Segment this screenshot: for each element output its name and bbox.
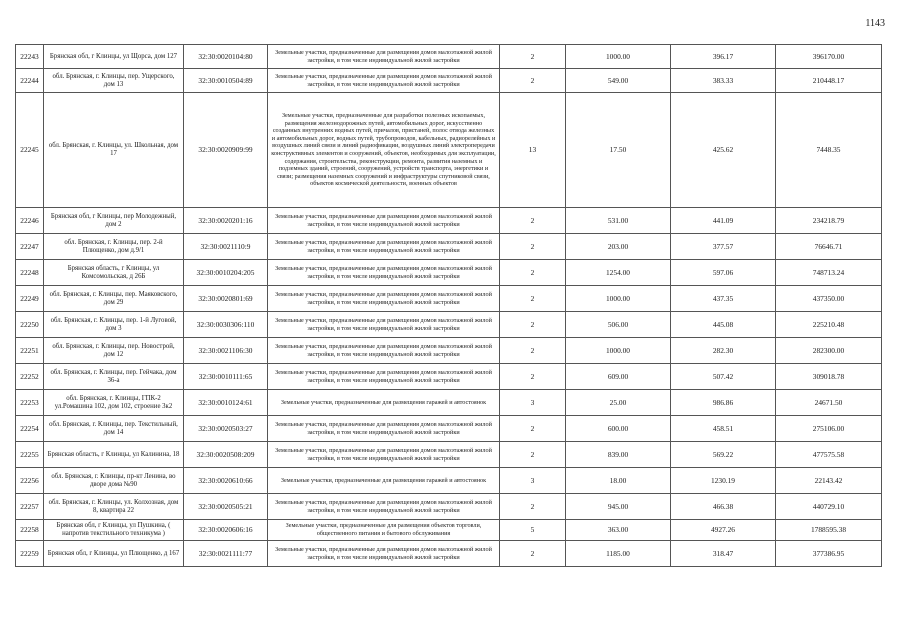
row-number: 22244	[16, 69, 44, 93]
cadastral-value-cell: 309018.78	[776, 364, 882, 390]
table-row	[16, 69, 882, 93]
use-group-cell: 3	[500, 468, 566, 494]
row-number: 22254	[16, 416, 44, 442]
address-cell: обл. Брянская, г. Клинцы, пер. Маяковского, дом 29	[44, 286, 184, 312]
row-number: 22247	[16, 234, 44, 260]
address-cell: Брянская область, г Клинцы, ул Комсомольская, д 26Б	[44, 260, 184, 286]
cadastral-number-cell: 32:30:0010204:205	[184, 260, 268, 286]
land-use-cell: Земельные участки, предназначенные для размещения домов малоэтажной жилой застройки, в том числе индивидуальной жилой застройки	[268, 416, 500, 442]
unit-value-cell: 445.08	[671, 312, 776, 338]
land-use-cell: Земельные участки, предназначенные для размещения домов малоэтажной жилой застройки, в том числе индивидуальной жилой застройки	[268, 286, 500, 312]
land-use-cell: Земельные участки, предназначенные для размещения домов малоэтажной жилой застройки, в том числе индивидуальной жилой застройки	[268, 208, 500, 234]
unit-value-cell: 597.06	[671, 260, 776, 286]
unit-value-cell: 986.86	[671, 390, 776, 416]
table-row	[16, 312, 882, 338]
address-cell: Брянская обл, г Клинцы, ул Щорса, дом 127	[44, 45, 184, 69]
row-number: 22252	[16, 364, 44, 390]
unit-value-cell: 282.30	[671, 338, 776, 364]
use-group-cell: 2	[500, 541, 566, 567]
use-group-cell: 2	[500, 442, 566, 468]
land-use-cell: Земельные участки, предназначенные для размещения домов малоэтажной жилой застройки, в том числе индивидуальной жилой застройки	[268, 338, 500, 364]
row-number: 22253	[16, 390, 44, 416]
row-number: 22250	[16, 312, 44, 338]
address-cell: обл. Брянская, г. Клинцы, ул. Колхозная, дом 8, квартира 22	[44, 494, 184, 520]
cadastral-value-cell: 76646.71	[776, 234, 882, 260]
cadastral-number-cell: 32:30:0021110:9	[184, 234, 268, 260]
land-use-cell: Земельные участки, предназначенные для размещения домов малоэтажной жилой застройки, в том числе индивидуальной жилой застройки	[268, 312, 500, 338]
unit-value-cell: 569.22	[671, 442, 776, 468]
land-use-cell: Земельные участки, предназначенные для размещения гаражей и автостоянок	[268, 468, 500, 494]
area-cell: 17.50	[566, 93, 671, 208]
area-cell: 25.00	[566, 390, 671, 416]
address-cell: обл. Брянская, г. Клинцы, пр-кт Ленина, во дворе дома №90	[44, 468, 184, 494]
table-row	[16, 208, 882, 234]
land-use-cell: Земельные участки, предназначенные для размещения гаражей и автостоянок	[268, 390, 500, 416]
area-cell: 363.00	[566, 520, 671, 541]
cadastral-number-cell: 32:30:0020801:69	[184, 286, 268, 312]
unit-value-cell: 4927.26	[671, 520, 776, 541]
unit-value-cell: 437.35	[671, 286, 776, 312]
use-group-cell: 2	[500, 69, 566, 93]
area-cell: 609.00	[566, 364, 671, 390]
use-group-cell: 5	[500, 520, 566, 541]
cadastral-number-cell: 32:30:0020508:209	[184, 442, 268, 468]
address-cell: обл. Брянская, г. Клинцы, пер. Текстильный, дом 14	[44, 416, 184, 442]
area-cell: 531.00	[566, 208, 671, 234]
land-use-cell: Земельные участки, предназначенные для размещения объектов торговли, общественного питания и бытового обслуживания	[268, 520, 500, 541]
address-cell: обл. Брянская, г. Клинцы, пер. Новострой, дом 12	[44, 338, 184, 364]
area-cell: 1185.00	[566, 541, 671, 567]
use-group-cell: 2	[500, 312, 566, 338]
cadastral-value-cell: 24671.50	[776, 390, 882, 416]
unit-value-cell: 458.51	[671, 416, 776, 442]
land-use-cell: Земельные участки, предназначенные для размещения домов малоэтажной жилой застройки, в том числе индивидуальной жилой застройки	[268, 442, 500, 468]
area-cell: 1000.00	[566, 45, 671, 69]
area-cell: 549.00	[566, 69, 671, 93]
cadastral-value-cell: 282300.00	[776, 338, 882, 364]
cadastral-value-cell: 396170.00	[776, 45, 882, 69]
area-cell: 203.00	[566, 234, 671, 260]
table-row	[16, 286, 882, 312]
land-use-cell: Земельные участки, предназначенные для размещения домов малоэтажной жилой застройки, в том числе индивидуальной жилой застройки	[268, 364, 500, 390]
use-group-cell: 2	[500, 364, 566, 390]
cadastral-number-cell: 32:30:0020505:21	[184, 494, 268, 520]
cadastral-value-cell: 210448.17	[776, 69, 882, 93]
cadastral-value-cell: 234218.79	[776, 208, 882, 234]
use-group-cell: 2	[500, 416, 566, 442]
address-cell: Брянская обл, г Клинцы, ул Плющенко, д 167	[44, 541, 184, 567]
area-cell: 1000.00	[566, 338, 671, 364]
row-number: 22245	[16, 93, 44, 208]
cadastral-number-cell: 32:30:0010111:65	[184, 364, 268, 390]
table-row	[16, 541, 882, 567]
use-group-cell: 2	[500, 286, 566, 312]
cadastral-value-cell: 1788595.38	[776, 520, 882, 541]
area-cell: 839.00	[566, 442, 671, 468]
address-cell: обл. Брянская, г. Клинцы, пер. 2-й Плющенко, дом д.9/1	[44, 234, 184, 260]
row-number: 22251	[16, 338, 44, 364]
cadastral-value-cell: 275106.00	[776, 416, 882, 442]
cadastral-value-cell: 225210.48	[776, 312, 882, 338]
row-number: 22255	[16, 442, 44, 468]
address-cell: обл. Брянская, г. Клинцы, пер. Ущерского, дом 13	[44, 69, 184, 93]
address-cell: обл. Брянская, г. Клинцы, пер. Гейчака, дом 36-а	[44, 364, 184, 390]
cadastral-number-cell: 32:30:0020606:16	[184, 520, 268, 541]
use-group-cell: 2	[500, 208, 566, 234]
cadastral-number-cell: 32:30:0010504:89	[184, 69, 268, 93]
cadastral-number-cell: 32:30:0020104:80	[184, 45, 268, 69]
address-cell: обл. Брянская, г. Клинцы, ГПК-2 ул.Ромашина 102, дом 102, строение 3к2	[44, 390, 184, 416]
unit-value-cell: 507.42	[671, 364, 776, 390]
area-cell: 18.00	[566, 468, 671, 494]
land-use-cell: Земельные участки, предназначенные для размещения домов малоэтажной жилой застройки, в том числе индивидуальной жилой застройки	[268, 260, 500, 286]
page-number: 1143	[865, 18, 885, 29]
cadastral-number-cell: 32:30:0020503:27	[184, 416, 268, 442]
unit-value-cell: 383.33	[671, 69, 776, 93]
row-number: 22257	[16, 494, 44, 520]
use-group-cell: 2	[500, 260, 566, 286]
use-group-cell: 13	[500, 93, 566, 208]
unit-value-cell: 425.62	[671, 93, 776, 208]
area-cell: 600.00	[566, 416, 671, 442]
area-cell: 1000.00	[566, 286, 671, 312]
unit-value-cell: 1230.19	[671, 468, 776, 494]
cadastral-value-cell: 440729.10	[776, 494, 882, 520]
address-cell: Брянская обл, г Клинцы, пер Молодежный, дом 2	[44, 208, 184, 234]
cadastral-number-cell: 32:30:0021111:77	[184, 541, 268, 567]
table-row	[16, 260, 882, 286]
table-row	[16, 494, 882, 520]
area-cell: 945.00	[566, 494, 671, 520]
use-group-cell: 2	[500, 338, 566, 364]
address-cell: Брянская область, г Клинцы, ул Калинина, 18	[44, 442, 184, 468]
cadastral-number-cell: 32:30:0010124:61	[184, 390, 268, 416]
row-number: 22246	[16, 208, 44, 234]
table-row	[16, 93, 882, 208]
cadastral-value-cell: 7448.35	[776, 93, 882, 208]
land-register-table	[15, 44, 882, 567]
use-group-cell: 3	[500, 390, 566, 416]
table-row	[16, 468, 882, 494]
address-cell: обл. Брянская, г. Клинцы, ул. Школьная, дом 17	[44, 93, 184, 208]
unit-value-cell: 441.09	[671, 208, 776, 234]
area-cell: 1254.00	[566, 260, 671, 286]
row-number: 22256	[16, 468, 44, 494]
table-row	[16, 338, 882, 364]
table-row	[16, 520, 882, 541]
cadastral-number-cell: 32:30:0030306:110	[184, 312, 268, 338]
table-row	[16, 364, 882, 390]
address-cell: обл. Брянская, г. Клинцы, пер. 1-й Луговой, дом 3	[44, 312, 184, 338]
row-number: 22248	[16, 260, 44, 286]
cadastral-value-cell: 377386.95	[776, 541, 882, 567]
unit-value-cell: 466.38	[671, 494, 776, 520]
use-group-cell: 2	[500, 234, 566, 260]
unit-value-cell: 318.47	[671, 541, 776, 567]
cadastral-value-cell: 437350.00	[776, 286, 882, 312]
table-body	[16, 45, 882, 567]
table-row	[16, 234, 882, 260]
row-number: 22243	[16, 45, 44, 69]
cadastral-value-cell: 22143.42	[776, 468, 882, 494]
land-use-cell: Земельные участки, предназначенные для размещения домов малоэтажной жилой застройки, в том числе индивидуальной жилой застройки	[268, 494, 500, 520]
cadastral-number-cell: 32:30:0020610:66	[184, 468, 268, 494]
row-number: 22259	[16, 541, 44, 567]
area-cell: 506.00	[566, 312, 671, 338]
cadastral-value-cell: 477575.58	[776, 442, 882, 468]
row-number: 22249	[16, 286, 44, 312]
cadastral-value-cell: 748713.24	[776, 260, 882, 286]
unit-value-cell: 396.17	[671, 45, 776, 69]
use-group-cell: 2	[500, 494, 566, 520]
cadastral-number-cell: 32:30:0020909:99	[184, 93, 268, 208]
table-row	[16, 45, 882, 69]
use-group-cell: 2	[500, 45, 566, 69]
land-use-cell: Земельные участки, предназначенные для размещения домов малоэтажной жилой застройки, в том числе индивидуальной жилой застройки	[268, 69, 500, 93]
land-use-cell: Земельные участки, предназначенные для размещения домов малоэтажной жилой застройки, в том числе индивидуальной жилой застройки	[268, 541, 500, 567]
cadastral-number-cell: 32:30:0021106:30	[184, 338, 268, 364]
table-row	[16, 416, 882, 442]
address-cell: Брянская обл, г Клинцы, ул Пушкина, ( напротив текстильного техникума )	[44, 520, 184, 541]
row-number: 22258	[16, 520, 44, 541]
land-use-cell: Земельные участки, предназначенные для размещения домов малоэтажной жилой застройки, в том числе индивидуальной жилой застройки	[268, 45, 500, 69]
land-use-cell: Земельные участки, предназначенные для размещения домов малоэтажной жилой застройки, в том числе индивидуальной жилой застройки	[268, 234, 500, 260]
land-use-cell: Земельные участки, предназначенные для разработки полезных ископаемых, размещения железнодорожных путей, автомобильных дорог, искусственно созданных внутренних водных путей, причалов, пристаней, полос отвода железных и автомобильных дорог, водных путей, трубопроводов, кабельных, радиорелейных и воздушных линий связи и линий радиофикации, воздушных линий электропередачи конструктивных элементов и сооружений, объектов, необходимых для эксплуатации, содержания, строительства, реконструкции, ремонта, развития наземных и подземных зданий, строений, сооружений, устройств транспорта, энергетики и связи; размещения наземных сооружений и инфраструктуры спутниковой связи, объектов космической деятельности, военных объектов	[268, 93, 500, 208]
table-row	[16, 390, 882, 416]
table-row	[16, 442, 882, 468]
cadastral-number-cell: 32:30:0020201:16	[184, 208, 268, 234]
unit-value-cell: 377.57	[671, 234, 776, 260]
